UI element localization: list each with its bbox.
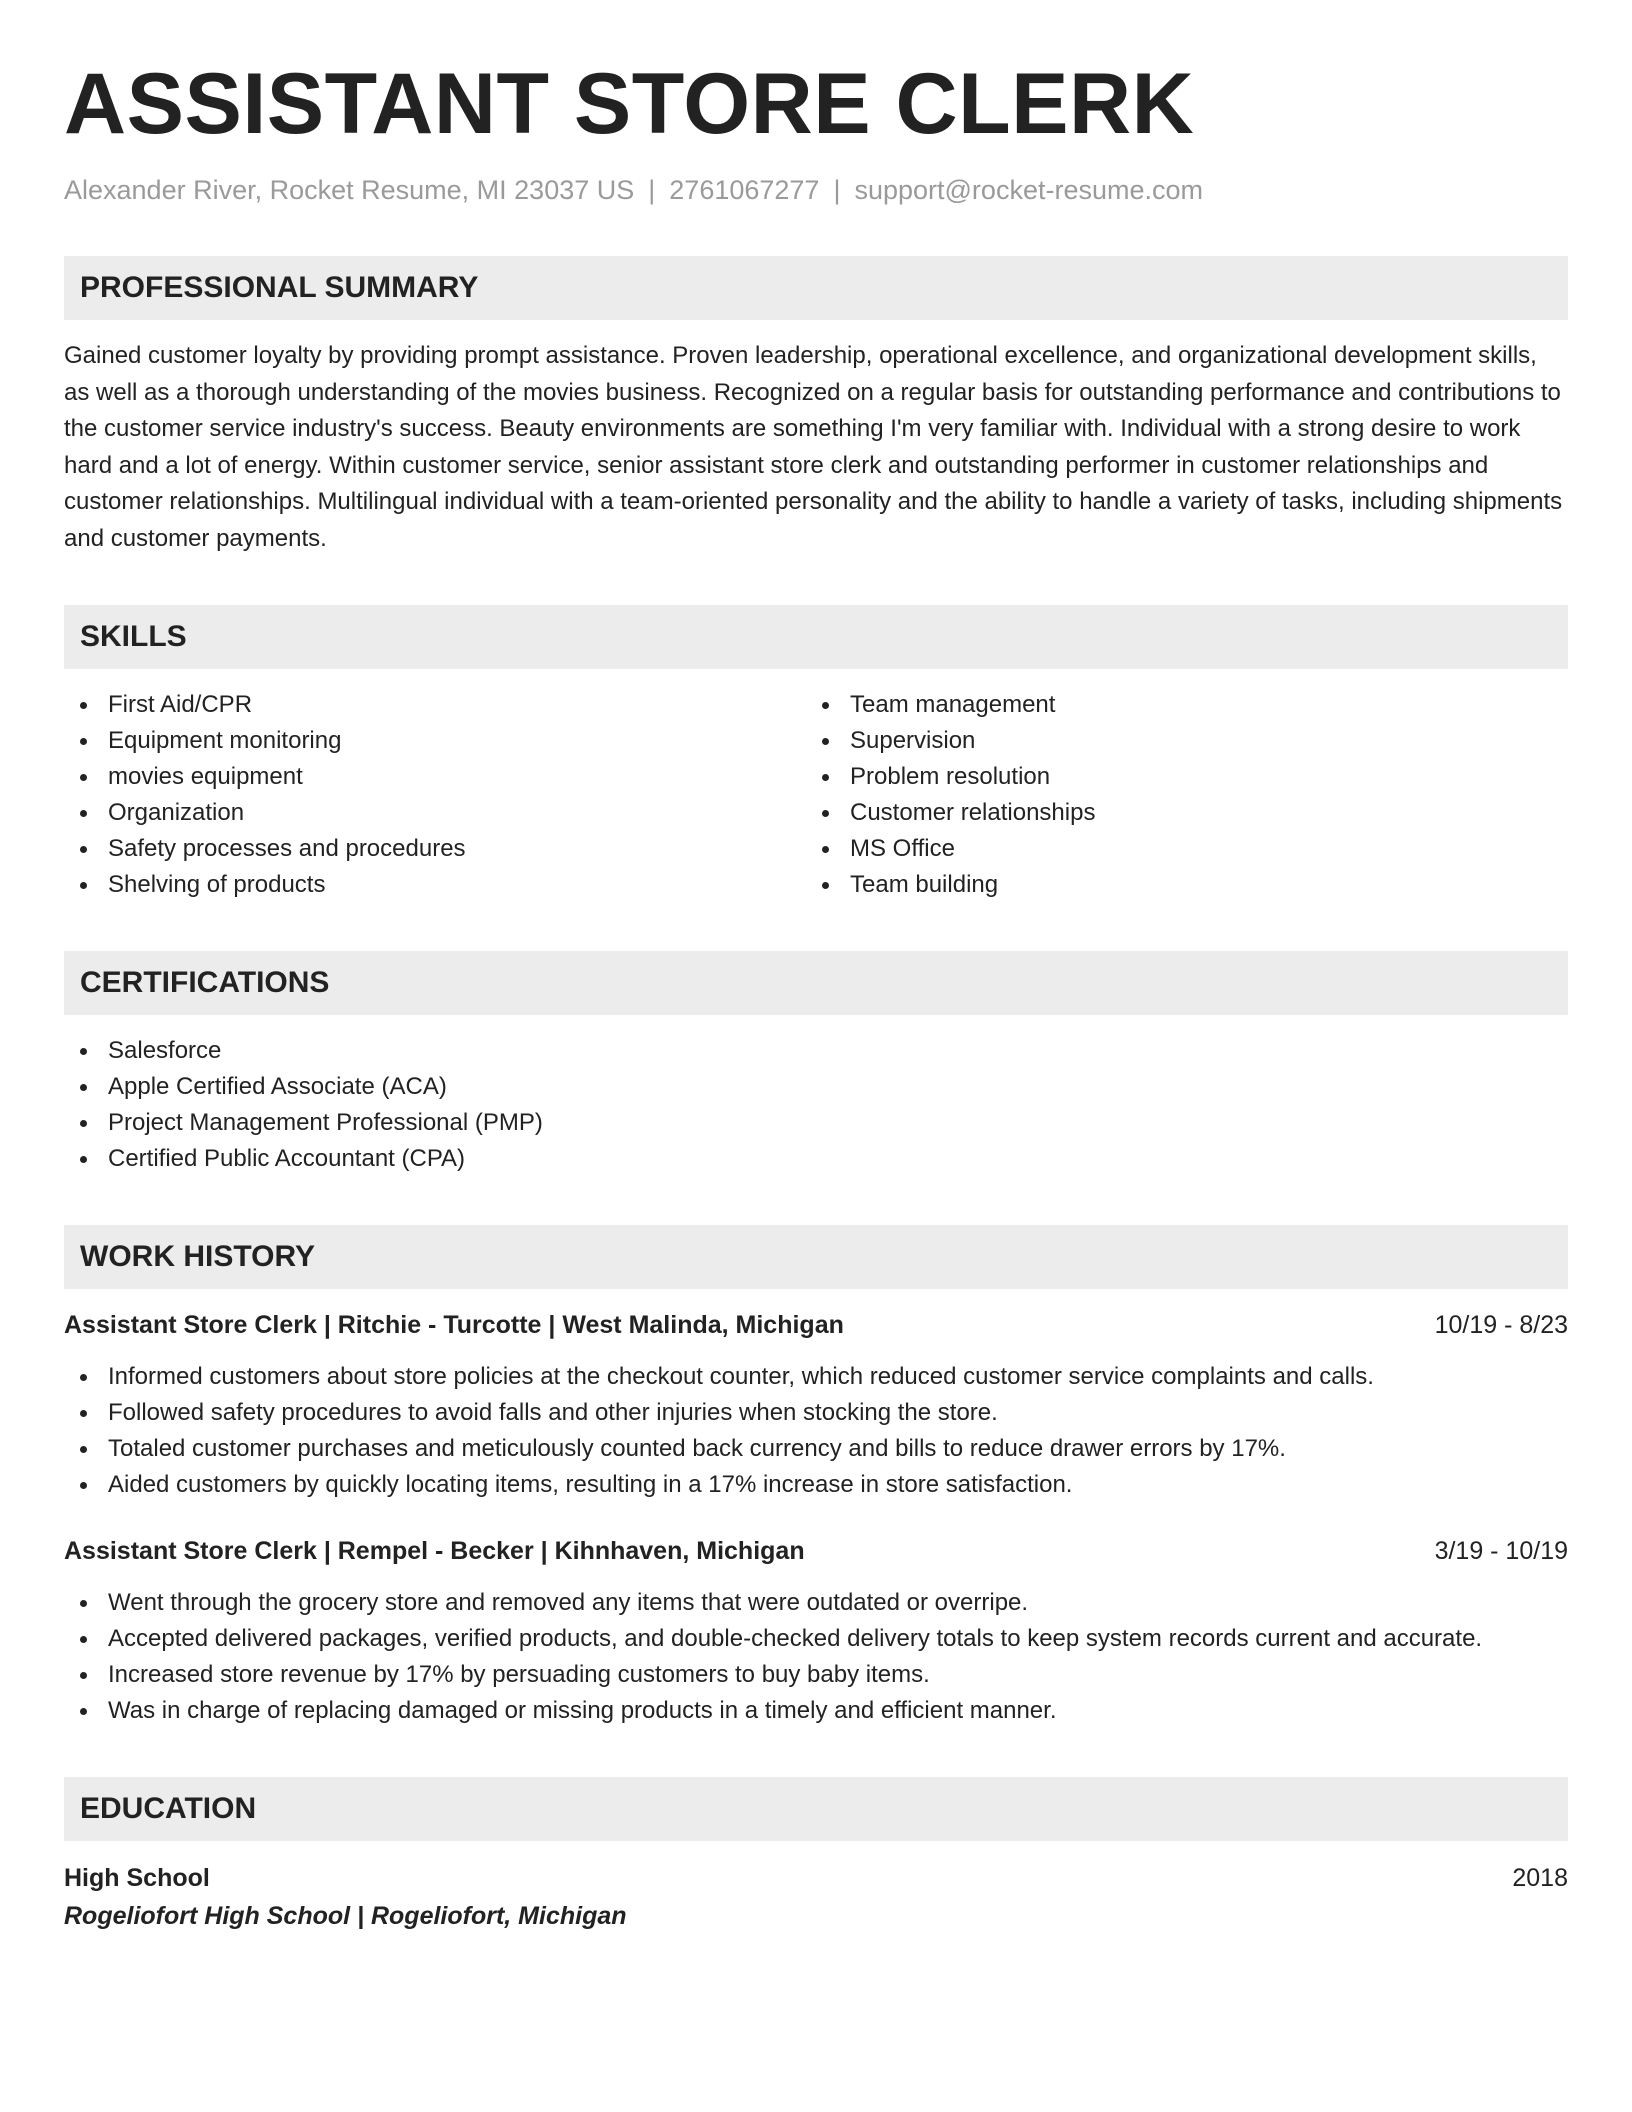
job-bullets [64,1359,1568,1503]
work-history-section [64,1225,1568,1729]
summary-text: Gained customer loyalty by providing prompt assistance. Proven leadership, operational excellence, and organizational development skills, as well as a thorough understanding of the movies business. Recognized on a regular basis for outstanding performance and contributions to the customer service industry's success. Beauty environments are something I'm very familiar with. Individual with a strong desire to work hard and a lot of energy. Within customer service, senior assistant store clerk and outstanding performer in customer relationships and customer relationships. Multilingual individual with a team-oriented personality and the ability to handle a variety of tasks, including shipments and customer payments. [64,342,1563,552]
skills-section [64,605,1568,903]
job-entry [64,1533,1568,1729]
job-title: Assistant Store Clerk | Rempel - Becker | Kihnhaven, Michigan [64,1537,805,1565]
contact-phone: 2761067277 [669,175,820,205]
skills-heading: SKILLS [64,605,1568,669]
job-title: Assistant Store Clerk | Ritchie - Turcotte | West Malinda, Michigan [64,1311,844,1339]
job-bullet: Informed customers about store policies at the checkout counter, which reduced customer service complaints and calls. [108,1359,1568,1395]
skill-item: Organization [108,795,806,831]
job-bullets [64,1585,1568,1729]
skill-item: Problem resolution [850,759,1548,795]
contact-separator: | [648,175,656,205]
certifications-list [64,1033,1568,1177]
education-school: Rogeliofort High School | Rogeliofort, Michigan [64,1902,627,1930]
certification-item: Certified Public Accountant (CPA) [108,1141,1568,1177]
skill-item: Team building [850,867,1548,903]
job-bullet: Increased store revenue by 17% by persuading customers to buy baby items. [108,1657,1568,1693]
contact-email: support@rocket-resume.com [854,175,1203,205]
job-bullet: Totaled customer purchases and meticulously counted back currency and bills to reduce drawer errors by 17%. [108,1431,1568,1467]
job-bullet: Went through the grocery store and removed any items that were outdated or overripe. [108,1585,1568,1621]
job-dates: 10/19 - 8/23 [1434,1311,1568,1339]
education-year: 2018 [1512,1864,1568,1892]
certification-item: Apple Certified Associate (ACA) [108,1069,1568,1105]
skill-item: Team management [850,687,1548,723]
work-history-heading: WORK HISTORY [64,1225,1568,1289]
contact-line [64,172,1568,208]
skill-item: Supervision [850,723,1548,759]
job-bullet: Was in charge of replacing damaged or missing products in a timely and efficient manner. [108,1693,1568,1729]
skills-list-left [64,687,806,903]
resume-title: ASSISTANT STORE CLERK [64,56,1195,152]
certification-item: Salesforce [108,1033,1568,1069]
skill-item: Safety processes and procedures [108,831,806,867]
job-bullet: Aided customers by quickly locating items, resulting in a 17% increase in store satisfaction. [108,1467,1568,1503]
skill-item: MS Office [850,831,1548,867]
job-entry [64,1307,1568,1503]
skills-list-right [806,687,1548,903]
summary-section [64,256,1568,557]
certification-item: Project Management Professional (PMP) [108,1105,1568,1141]
contact-separator: | [833,175,841,205]
education-section [64,1777,1568,1935]
job-dates: 3/19 - 10/19 [1434,1537,1568,1565]
summary-heading: PROFESSIONAL SUMMARY [64,256,1568,320]
skill-item: Customer relationships [850,795,1548,831]
education-heading: EDUCATION [64,1777,1568,1841]
job-bullet: Followed safety procedures to avoid falls and other injuries when stocking the store. [108,1395,1568,1431]
contact-address: Alexander River, Rocket Resume, MI 23037 US [64,175,635,205]
skill-item: First Aid/CPR [108,687,806,723]
resume-page [64,52,1568,1935]
skill-item: movies equipment [108,759,806,795]
certifications-heading: CERTIFICATIONS [64,951,1568,1015]
skill-item: Shelving of products [108,867,806,903]
job-bullet: Accepted delivered packages, verified products, and double-checked delivery totals to keep system records current and accurate. [108,1621,1568,1657]
education-degree: High School [64,1864,210,1892]
certifications-section [64,951,1568,1177]
skill-item: Equipment monitoring [108,723,806,759]
